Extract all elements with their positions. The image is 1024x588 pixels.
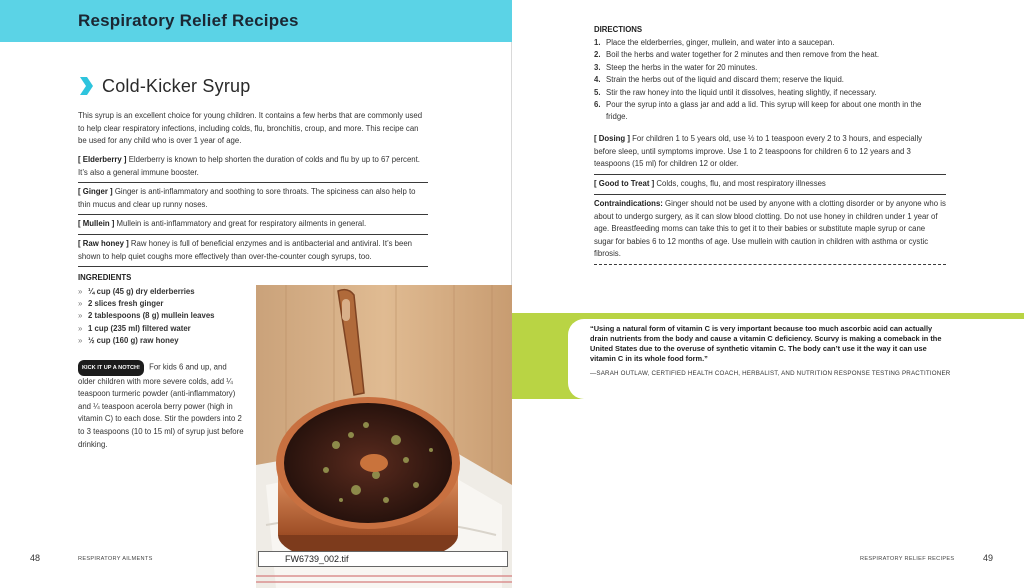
tip-badge: KICK IT UP A NOTCH!	[78, 360, 144, 376]
list-item: 3. Steep the herbs in the water for 20 minutes.	[594, 62, 758, 72]
left-page-number: 48	[30, 553, 41, 563]
pull-quote-attribution: —SARAH OUTLAW, CERTIFIED HEALTH COACH, HERBALIST, AND NUTRITION RESPONSE TESTING PRACTITIONER	[590, 370, 951, 377]
ingredients-title: INGREDIENTS	[78, 273, 132, 282]
list-item: 2. Boil the herbs and water together for 2 minutes and then remove from the heat.	[594, 50, 880, 60]
contraindications-label: Contraindications:	[594, 199, 663, 208]
syrup-saucepan-photo	[256, 285, 512, 588]
directions-title: DIRECTIONS	[594, 25, 643, 34]
recipe-heading	[78, 74, 250, 98]
list-item: » ½ cup (160 g) raw honey	[78, 335, 215, 347]
bullet-icon: »	[78, 299, 83, 309]
right-running-footer: RESPIRATORY RELIEF RECIPES	[860, 556, 955, 562]
tip-text: For kids 6 and up, and older children with more severe colds, add ¼ teaspoon turmeric powder (anti-inflammatory) and ¼ teaspoon acerola berry power (high in vitamin C) to each dose. Stir the powders into 2 to 3 teaspoons (10 to 15 ml) of syrup just before drinking.	[78, 362, 244, 449]
list-item: » 2 slices fresh ginger	[78, 298, 215, 310]
herb-name: [ Raw honey ]	[78, 239, 129, 248]
contraindications-text: Ginger should not be used by anyone with a clotting disorder or by anyone who is about to undergo surgery, as it can slow blood clotting. Do not use honey in children under 1 year of age. Breastfeeding moms can take this to get it to their babies or substitute maple syrup or cane sugar for babies 6 to 12 months of age. Use mullein with caution in children with asthma or cystic fibrosis.	[594, 199, 946, 259]
recipe-title: Cold-Kicker Syrup	[102, 75, 251, 96]
list-item: » 2 tablespoons (8 g) mullein leaves	[78, 310, 215, 322]
list-item: 4. Strain the herbs out of the liquid and discard them; reserve the liquid.	[594, 75, 844, 85]
dosing-note	[594, 133, 946, 175]
herb-note-raw-honey	[78, 238, 428, 267]
bullet-icon: »	[78, 287, 83, 296]
kick-it-up-tip	[78, 360, 244, 451]
dosing-text: For children 1 to 5 years old, use ½ to 1 teaspoon every 2 to 3 hours, and especially before sleep, until symptoms improve. Use 1 to 2 teaspoons for children 6 to 12 years and 3 teaspoons (15 ml) for children 12 or older.	[594, 134, 923, 169]
list-item: » ¼ cup (45 g) dry elderberries	[78, 286, 215, 298]
chevron-right-icon	[78, 76, 94, 96]
herb-text: Mullein is anti-inflammatory and great for respiratory ailments in general.	[114, 219, 367, 228]
section-header-title: Respiratory Relief Recipes	[78, 11, 299, 30]
dosing-label: [ Dosing ]	[594, 134, 630, 143]
directions-list	[594, 37, 944, 124]
herb-name: [ Ginger ]	[78, 187, 113, 196]
list-item: 1. Place the elderberries, ginger, mullein, and water into a saucepan.	[594, 38, 835, 47]
bullet-icon: »	[78, 335, 83, 345]
photo-caption: FW6739_002.tif	[258, 551, 508, 567]
good-to-treat-label: [ Good to Treat ]	[594, 179, 655, 188]
herb-text: Ginger is anti-inflammatory and soothing to sore throats. The spiciness can also help to thin mucus and clear up runny noses.	[78, 187, 416, 209]
recipe-intro: This syrup is an excellent choice for young children. It contains a few herbs that are commonly used to help clear respiratory infections, including colds, flu, bronchitis, croup, and more. This recipe can be used for any child who is over 1 year of age.	[78, 111, 423, 146]
herb-note-ginger	[78, 186, 428, 215]
herb-name: [ Mullein ]	[78, 219, 115, 228]
bullet-icon: »	[78, 311, 83, 321]
right-page-number: 49	[983, 553, 994, 563]
herb-note-elderberry	[78, 154, 428, 183]
herb-text: Elderberry is known to help shorten the duration of colds and flu by up to 67 percent. It’s also a general immune booster.	[78, 155, 420, 177]
pull-quote-text: “Using a natural form of vitamin C is very important because too much ascorbic acid can actually drain nutrients from the body and cause a vitamin C deficiency. Scurvy is making a comeback in the United States due to the overuse of synthetic vitamin C. The body can’t use it the way it can use vitamin C in its whole food form.”	[590, 324, 942, 363]
herb-name: [ Elderberry ]	[78, 155, 127, 164]
good-to-treat-text: Colds, coughs, flu, and most respiratory illnesses	[654, 179, 826, 188]
list-item: 6. Pour the syrup into a glass jar and add a lid. This syrup will keep for about one month in the fridge.	[594, 100, 922, 122]
list-item: » 1 cup (235 ml) filtered water	[78, 323, 215, 335]
contraindications-note	[594, 198, 946, 265]
left-running-footer: RESPIRATORY AILMENTS	[78, 556, 153, 562]
bullet-icon: »	[78, 323, 83, 333]
herb-note-mullein	[78, 218, 428, 235]
ingredients-list	[78, 286, 215, 347]
list-item: 5. Stir the raw honey into the liquid until it dissolves, heating slightly, if necessary.	[594, 87, 877, 97]
good-to-treat-note	[594, 178, 946, 195]
herb-text: Raw honey is full of beneficial enzymes and is antibacterial and antiviral. It’s been shown to help quiet coughs more effectively than over-the-counter cough syrups, too.	[78, 239, 412, 261]
